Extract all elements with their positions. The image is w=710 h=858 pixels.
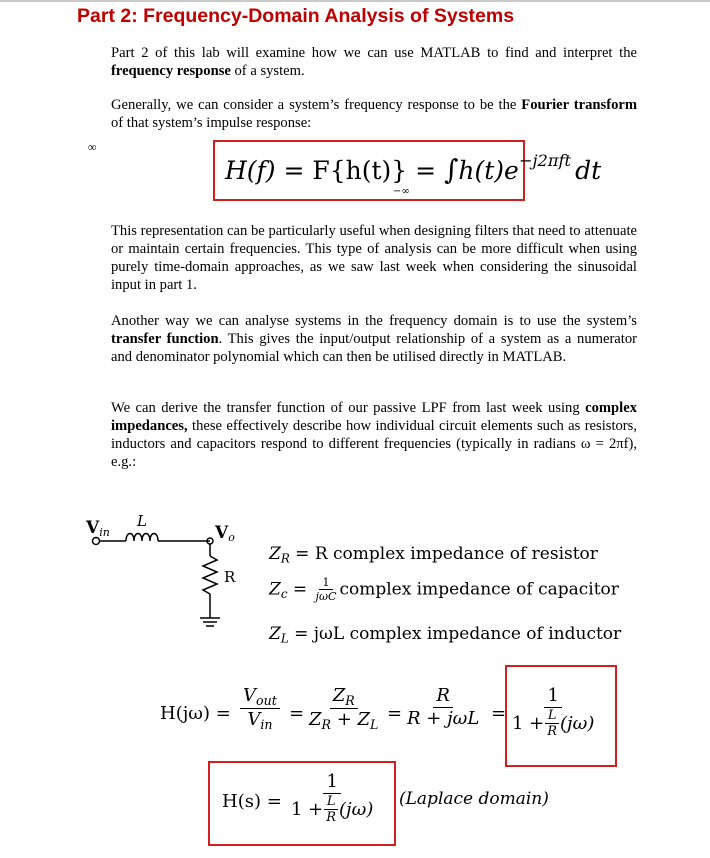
paragraph-transfer-function: Another way we can analyse systems in the frequency domain is to use the system’s transfer function. This gives the input/output relationship of a system as a numerator and denominator polynomial which can then be utilised directly in MATLAB.	[111, 313, 637, 365]
equals-sign-3: =	[491, 703, 507, 724]
normalized-tf-fraction: 1 1 + $\frac{L}{R}$ (jω)	[512, 685, 595, 740]
laplace-tf-box	[208, 761, 396, 846]
paragraph-fourier-intro: Generally, we can consider a system’s frequency response to be the Fourier transform of that system’s impulse response:	[111, 97, 637, 131]
equals-sign-1: =	[289, 703, 305, 724]
laplace-tf-lhs: H(s) =	[222, 791, 282, 812]
vo-label: Vo	[215, 523, 235, 544]
paragraph-representation: This representation can be particularly useful when designing filters that need to attenuate or maintain certain frequencies. This type of analysis can be more difficult when using purely time-domain approaches, as we saw last week when considering the sinusoidal input in part 1.	[111, 223, 637, 293]
infinity-limit: ∞	[88, 140, 97, 154]
inductor-label: L	[137, 512, 147, 530]
rl-fraction: $\frac{R}{\text{R + jωL}}$	[407, 685, 480, 729]
vin-label: Vin	[86, 518, 110, 539]
top-rule	[0, 0, 710, 2]
paragraph-complex-impedance: We can derive the transfer function of our passive LPF from last week using complex impedances, these effectively describe how individual circuit elements such as resistors, inductors and capacitors respond to different frequencies (typically in radians ω = 2πf), e.g.:	[111, 400, 637, 470]
integral-lower-limit: −∞	[393, 186, 410, 197]
inductor-impedance: $Z_L = j\omega L$ complex impedance of inductor	[269, 624, 622, 646]
resistor-impedance: $Z_R = R$ complex impedance of resistor	[269, 544, 598, 566]
lpf-circuit-diagram	[84, 506, 254, 646]
fourier-equation-box	[213, 140, 602, 201]
capacitor-impedance: $Z_c$ = $\frac{1}{\text{jωC}}$ complex impedance of capacitor	[269, 576, 619, 604]
normalized-tf-box	[505, 665, 617, 767]
resistor-label: R	[224, 568, 236, 586]
voltage-ratio-fraction: $\frac{V_{out}}{V_{in}}$	[240, 685, 280, 732]
transfer-function-lhs: H(jω) =	[160, 703, 231, 724]
equals-sign-2: =	[387, 703, 403, 724]
inductor-coil	[126, 534, 158, 542]
impedance-ratio-fraction: $\frac{Z_R}{Z_R + Z_L}$	[309, 685, 379, 732]
section-heading: Part 2: Frequency-Domain Analysis of Systems	[77, 5, 515, 27]
fourier-equation: $H(f) = F\{h(t)\} = \int h(t)e^{-j2\pi ft}$ dt	[225, 151, 602, 186]
laplace-tf-fraction: 1 1 + $\frac{L}{R}$ (jω)	[291, 771, 374, 826]
laplace-domain-note: (Laplace domain)	[399, 789, 549, 809]
paragraph-intro: Part 2 of this lab will examine how we can use MATLAB to find and interpret the frequency response of a system.	[111, 45, 637, 79]
resistor	[203, 556, 217, 594]
